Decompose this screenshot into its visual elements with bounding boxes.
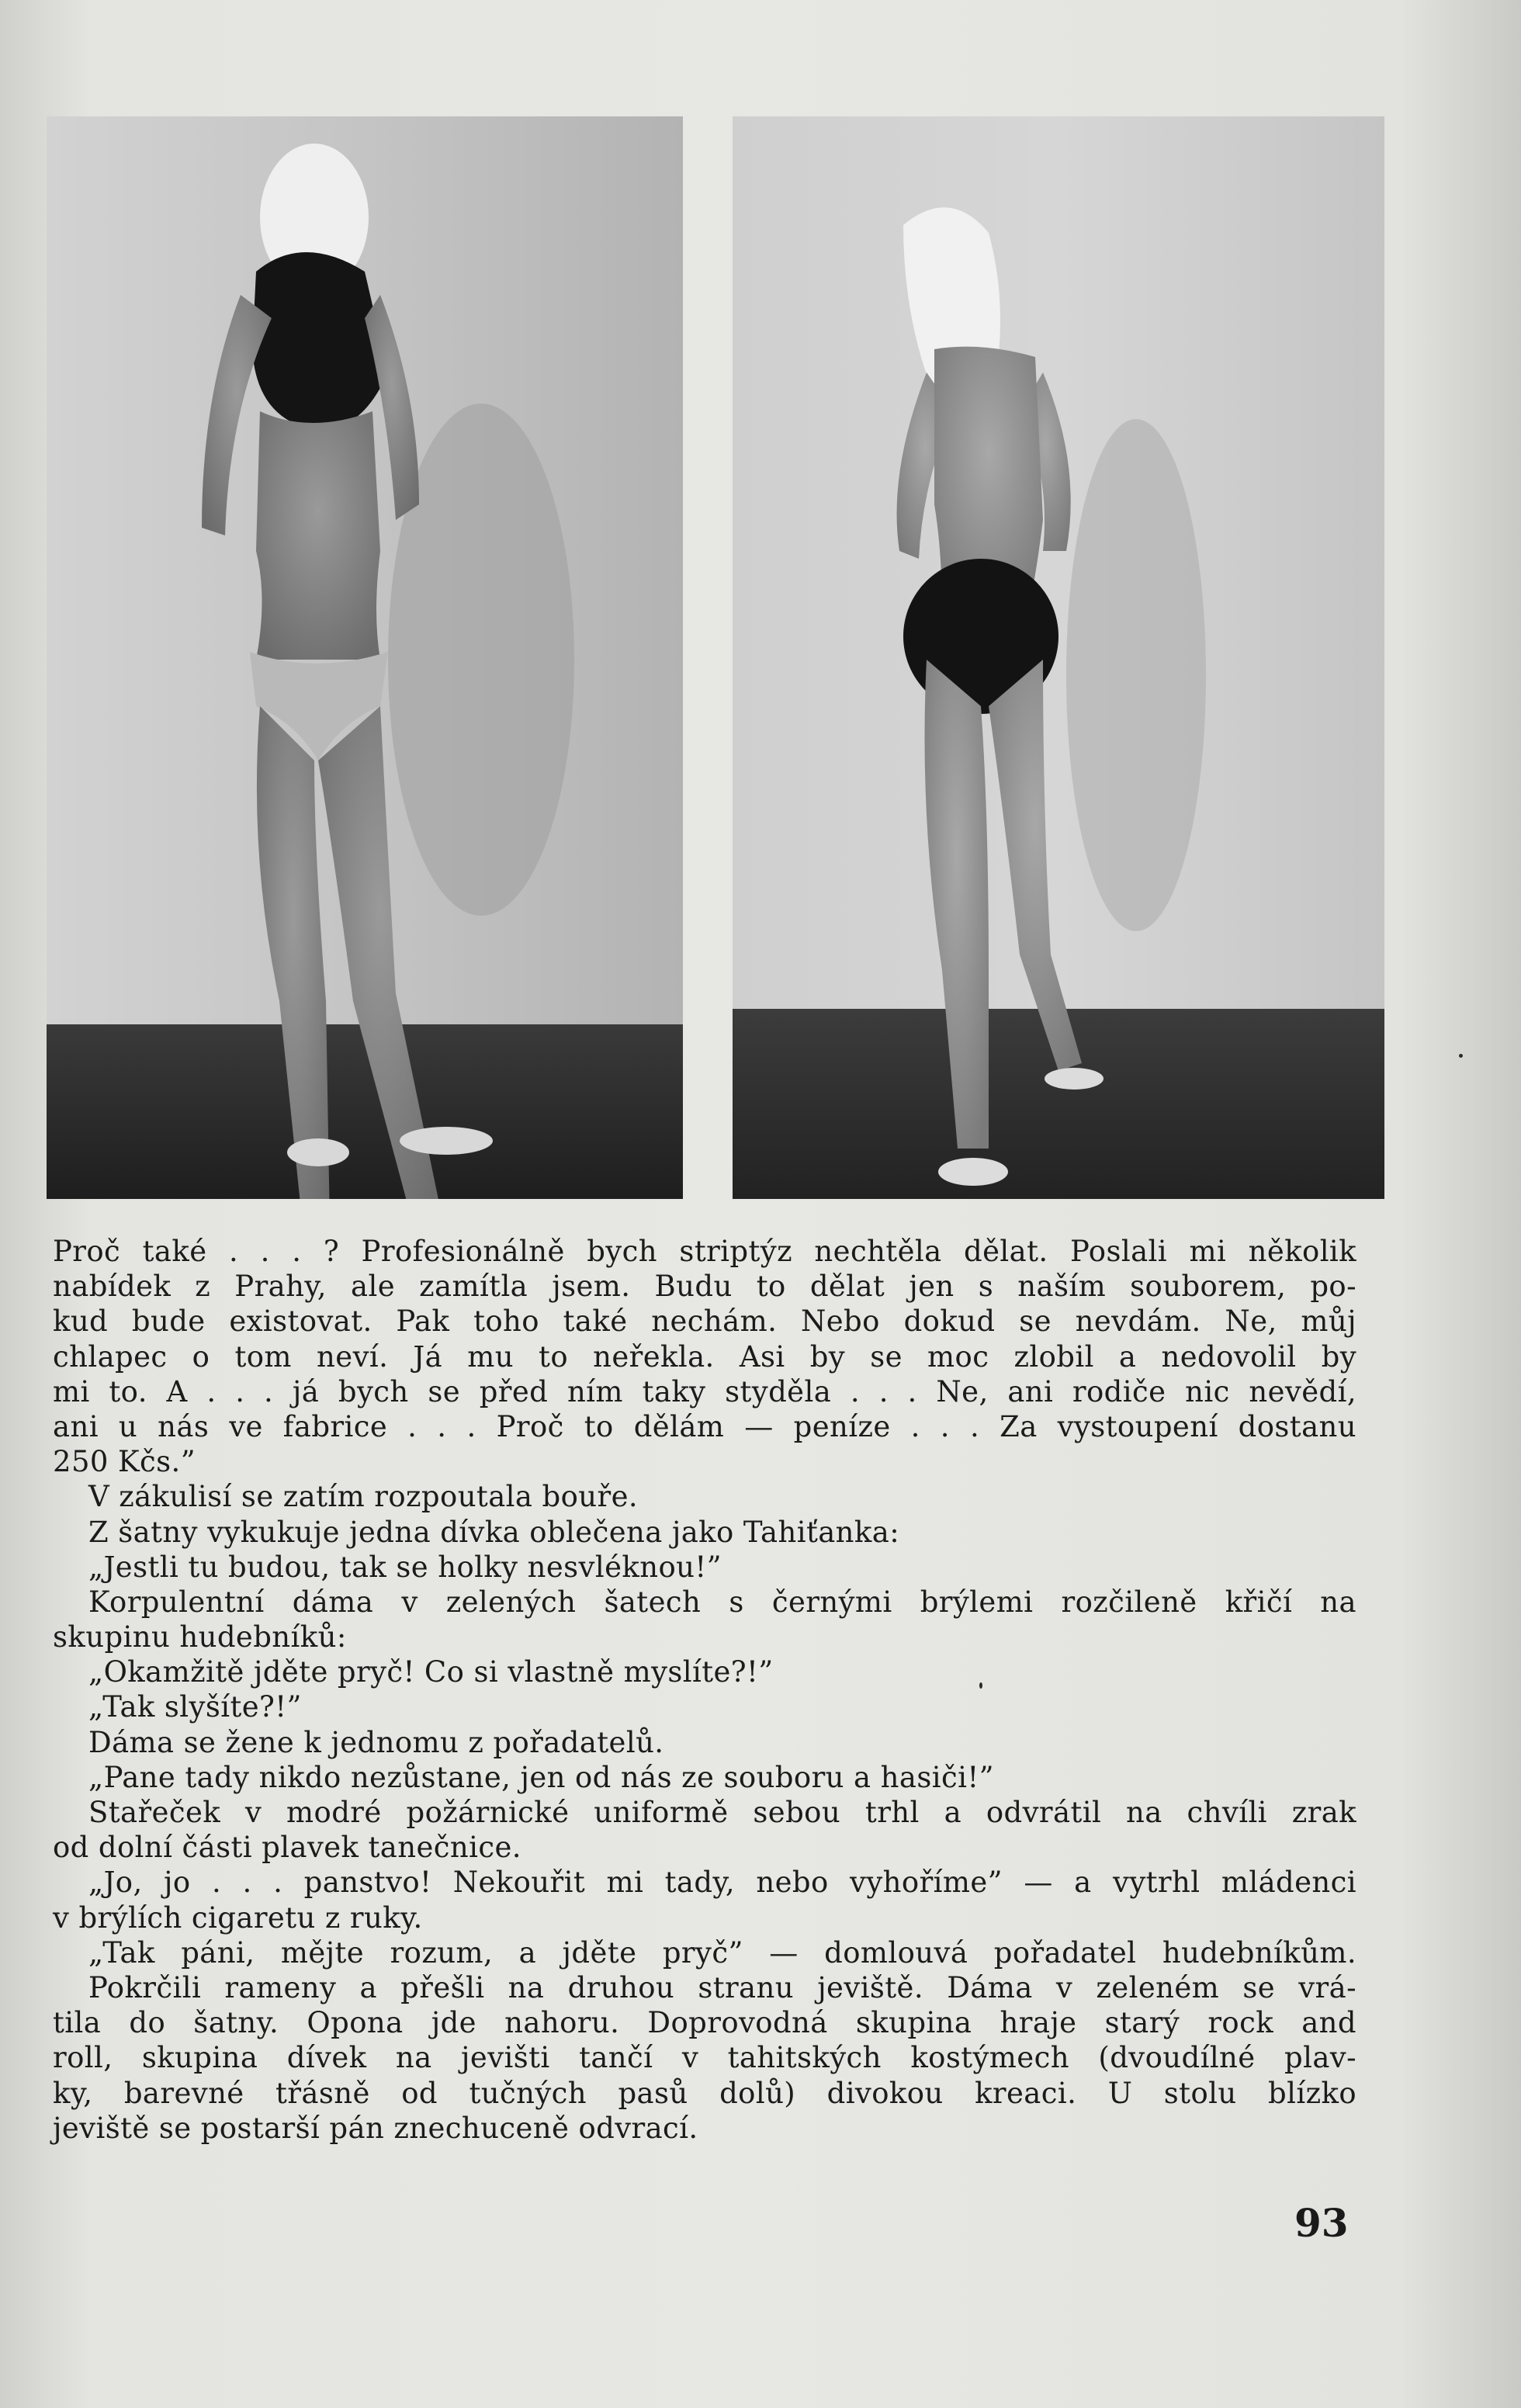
print-speck [979, 1682, 982, 1689]
text-line: skupinu hudebníků: [53, 1620, 347, 1654]
page-number: 93 [1294, 2200, 1349, 2246]
text-line: Dáma se žene k jednomu z pořadatelů. [88, 1725, 664, 1759]
text-line: Korpulentní dáma v zelených šatech s černými brýlemi rozčileně křičí na [88, 1585, 1356, 1619]
text-line: od dolní části plavek tanečnice. [53, 1831, 521, 1865]
text-line: Stařeček v modré požárnické uniformě sebou trhl a odvrátil na chvíli zrak [88, 1796, 1356, 1829]
text-line: v brýlích cigaretu z ruky. [53, 1900, 423, 1935]
text-line: „Jo, jo . . . panstvo! Nekouřit mi tady, nebo vyhoříme” — a vytrhl mládenci [88, 1866, 1356, 1900]
text-line: roll, skupina dívek na jevišti tančí v tahitských kostýmech (dvoudílné plav- [53, 2041, 1356, 2075]
text-line: „Pane tady nikdo nezůstane, jen od nás ze souboru a hasiči!” [88, 1760, 994, 1794]
text-line: nabídek z Prahy, ale zamítla jsem. Budu to dělat jen s naším souborem, po- [53, 1270, 1356, 1304]
text-line: „Okamžitě jděte pryč! Co si vlastně myslíte?!” [88, 1655, 774, 1689]
text-line: ky, barevné třásně od tučných pasů dolů) divokou kreaci. U stolu blízko [53, 2076, 1356, 2110]
photo-woman-bikini-image [47, 116, 683, 1199]
photo-woman-covering [733, 116, 1384, 1199]
text-line: kud bude existovat. Pak toho také nechám. Nebo dokud se nevdám. Ne, můj [53, 1304, 1356, 1339]
text-line: V zákulisí se zatím rozpoutala bouře. [88, 1480, 639, 1514]
text-line: Proč také . . . ? Profesionálně bych striptýz nechtěla dělat. Poslali mi několik [53, 1235, 1356, 1268]
text-line: ani u nás ve fabrice . . . Proč to dělám — peníze . . . Za vystoupení dostanu [53, 1409, 1356, 1443]
photo-woman-bikini [47, 116, 683, 1199]
text-line: jeviště se postarší pán znechuceně odvrací. [53, 2111, 698, 2145]
text-line: mi to. A . . . já bych se před ním taky styděla . . . Ne, ani rodiče nic nevědí, [53, 1374, 1356, 1408]
text-line: „Tak slyšíte?!” [88, 1690, 302, 1724]
photo-woman-covering-image [733, 116, 1384, 1199]
text-line: chlapec o tom neví. Já mu to neřekla. Asi by se moc zlobil a nedovolil by [53, 1339, 1356, 1374]
text-line: „Tak páni, mějte rozum, a jděte pryč” — domlouvá pořadatel hudebníkům. [88, 1935, 1356, 1970]
print-speck [1459, 1054, 1463, 1058]
text-line: 250 Kčs.” [53, 1445, 196, 1479]
text-line: „Jestli tu budou, tak se holky nesvléknou!” [88, 1550, 722, 1584]
text-line: Pokrčili rameny a přešli na druhou stranu jeviště. Dáma v zeleném se vrá- [88, 1970, 1356, 2004]
text-line: tila do šatny. Opona jde nahoru. Doprovodná skupina hraje starý rock and [53, 2006, 1356, 2040]
text-line: Z šatny vykukuje jedna dívka oblečena jako Tahiťanka: [88, 1515, 900, 1549]
article-text [53, 1234, 1356, 2146]
